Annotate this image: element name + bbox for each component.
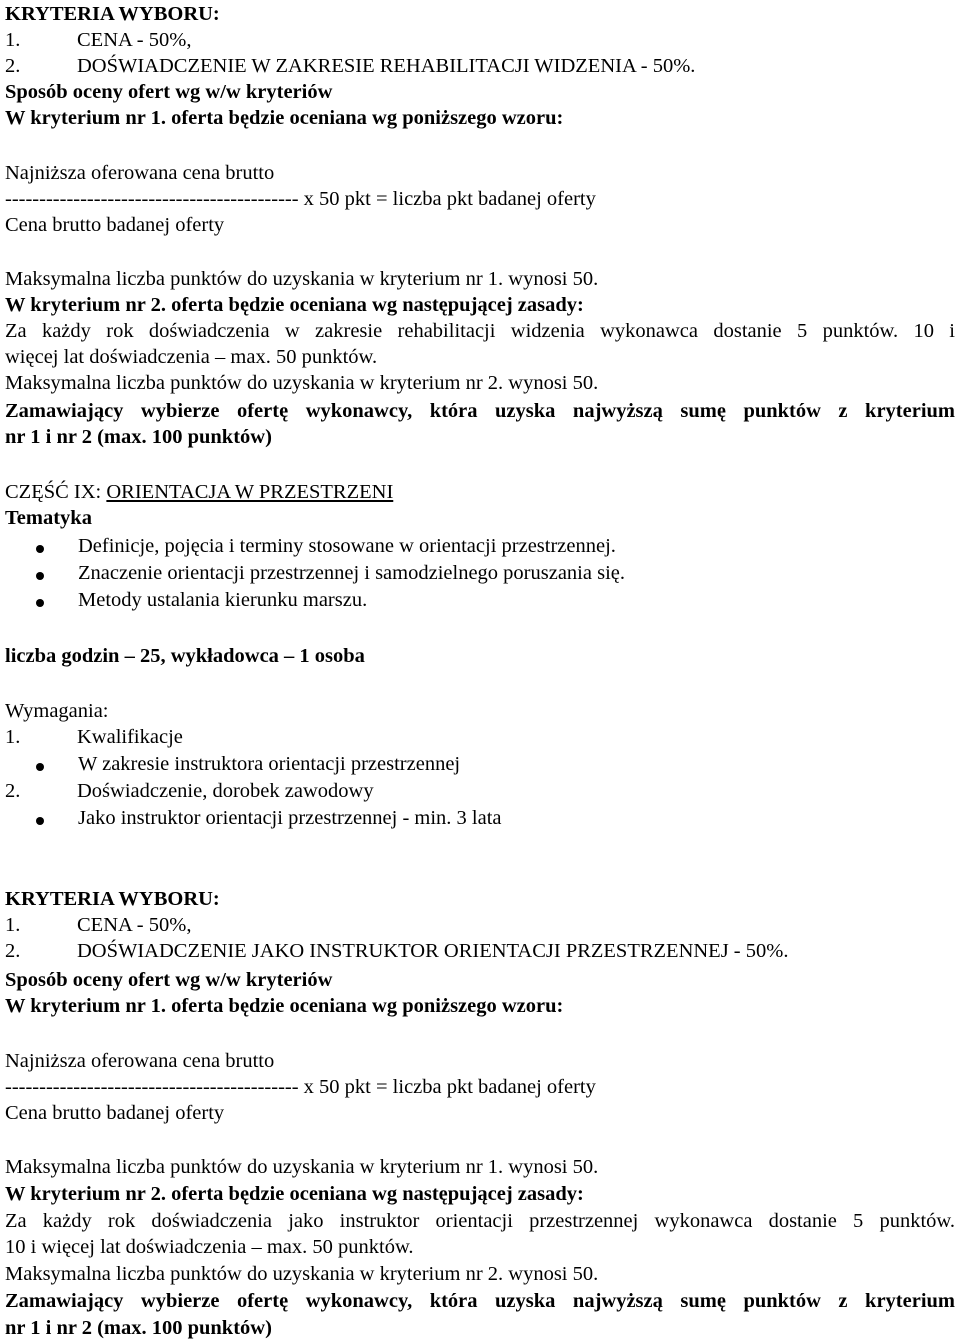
part-title: CZĘŚĆ IX: ORIENTACJA W PRZESTRZENI [5,481,394,503]
criterion1-heading: W kryterium nr 1. oferta będzie oceniana wg poniższego wzoru: [5,107,564,129]
criterion2-max: Maksymalna liczba punktów do uzyskania w kryterium nr 2. wynosi 50. [5,1263,599,1285]
requirements-heading: Wymagania: [5,700,109,722]
evaluation-method-heading: Sposób oceny ofert wg w/w kryteriów [5,969,333,991]
formula-line: ------------------------------------------- x 50 pkt = liczba pkt badanej oferty [5,1076,596,1098]
criterion2-heading: W kryterium nr 2. oferta będzie oceniana wg następującej zasady: [5,294,584,316]
topics-heading: Tematyka [5,507,92,529]
criterion2-heading: W kryterium nr 2. oferta będzie oceniana wg następującej zasady: [5,1183,584,1205]
bullet-icon [36,545,44,553]
criteria-heading: KRYTERIA WYBORU: [5,3,220,25]
topic-item: Definicje, pojęcia i terminy stosowane w orientacji przestrzennej. [78,535,616,557]
formula-numerator: Najniższa oferowana cena brutto [5,162,275,184]
criterion2-rule: Za każdy rok doświadczenia w zakresie rehabilitacji widzenia wykonawca dostanie 5 punktów. 10 i [5,320,955,342]
hours-info: liczba godzin – 25, wykładowca – 1 osoba [5,645,365,667]
topic-item: Metody ustalania kierunku marszu. [78,589,368,611]
evaluation-method-heading: Sposób oceny ofert wg w/w kryteriów [5,81,333,103]
requirement-item: 1. Kwalifikacje [5,726,183,748]
bullet-icon [36,599,44,607]
final-selection: Zamawiający wybierze ofertę wykonawcy, która uzyska najwyższą sumę punktów z kryterium [5,1290,955,1312]
bullet-icon [36,817,44,825]
final-selection: Zamawiający wybierze ofertę wykonawcy, która uzyska najwyższą sumę punktów z kryterium [5,400,955,422]
formula-line: ------------------------------------------- x 50 pkt = liczba pkt badanej oferty [5,188,596,210]
criterion2-rule-cont: 10 i więcej lat doświadczenia – max. 50 punktów. [5,1236,414,1258]
criteria-heading: KRYTERIA WYBORU: [5,888,220,910]
formula-denominator: Cena brutto badanej oferty [5,214,225,236]
requirement-detail: Jako instruktor orientacji przestrzennej - min. 3 lata [78,807,502,829]
final-selection-cont: nr 1 i nr 2 (max. 100 punktów) [5,1317,272,1339]
criterion-item: 2. DOŚWIADCZENIE W ZAKRESIE REHABILITACJI WIDZENIA - 50%. [5,55,696,77]
criterion-item: 1. CENA - 50%, [5,29,192,51]
requirement-detail: W zakresie instruktora orientacji przestrzennej [78,753,461,775]
formula-denominator: Cena brutto badanej oferty [5,1102,225,1124]
criterion1-max: Maksymalna liczba punktów do uzyskania w kryterium nr 1. wynosi 50. [5,1156,599,1178]
bullet-icon [36,572,44,580]
final-selection-cont: nr 1 i nr 2 (max. 100 punktów) [5,426,272,448]
criterion1-max: Maksymalna liczba punktów do uzyskania w kryterium nr 1. wynosi 50. [5,268,599,290]
criterion1-heading: W kryterium nr 1. oferta będzie oceniana wg poniższego wzoru: [5,995,564,1017]
criterion-item: 2. DOŚWIADCZENIE JAKO INSTRUKTOR ORIENTACJI PRZESTRZENNEJ - 50%. [5,940,789,962]
topic-item: Znaczenie orientacji przestrzennej i samodzielnego poruszania się. [78,562,625,584]
criterion2-rule: Za każdy rok doświadczenia jako instruktor orientacji przestrzennej wykonawca dostanie 5 punktów. [5,1210,955,1232]
formula-numerator: Najniższa oferowana cena brutto [5,1050,275,1072]
criterion-item: 1. CENA - 50%, [5,914,192,936]
bullet-icon [36,763,44,771]
criterion2-max: Maksymalna liczba punktów do uzyskania w kryterium nr 2. wynosi 50. [5,372,599,394]
requirement-item: 2. Doświadczenie, dorobek zawodowy [5,780,374,802]
criterion2-rule-cont: więcej lat doświadczenia – max. 50 punktów. [5,346,378,368]
